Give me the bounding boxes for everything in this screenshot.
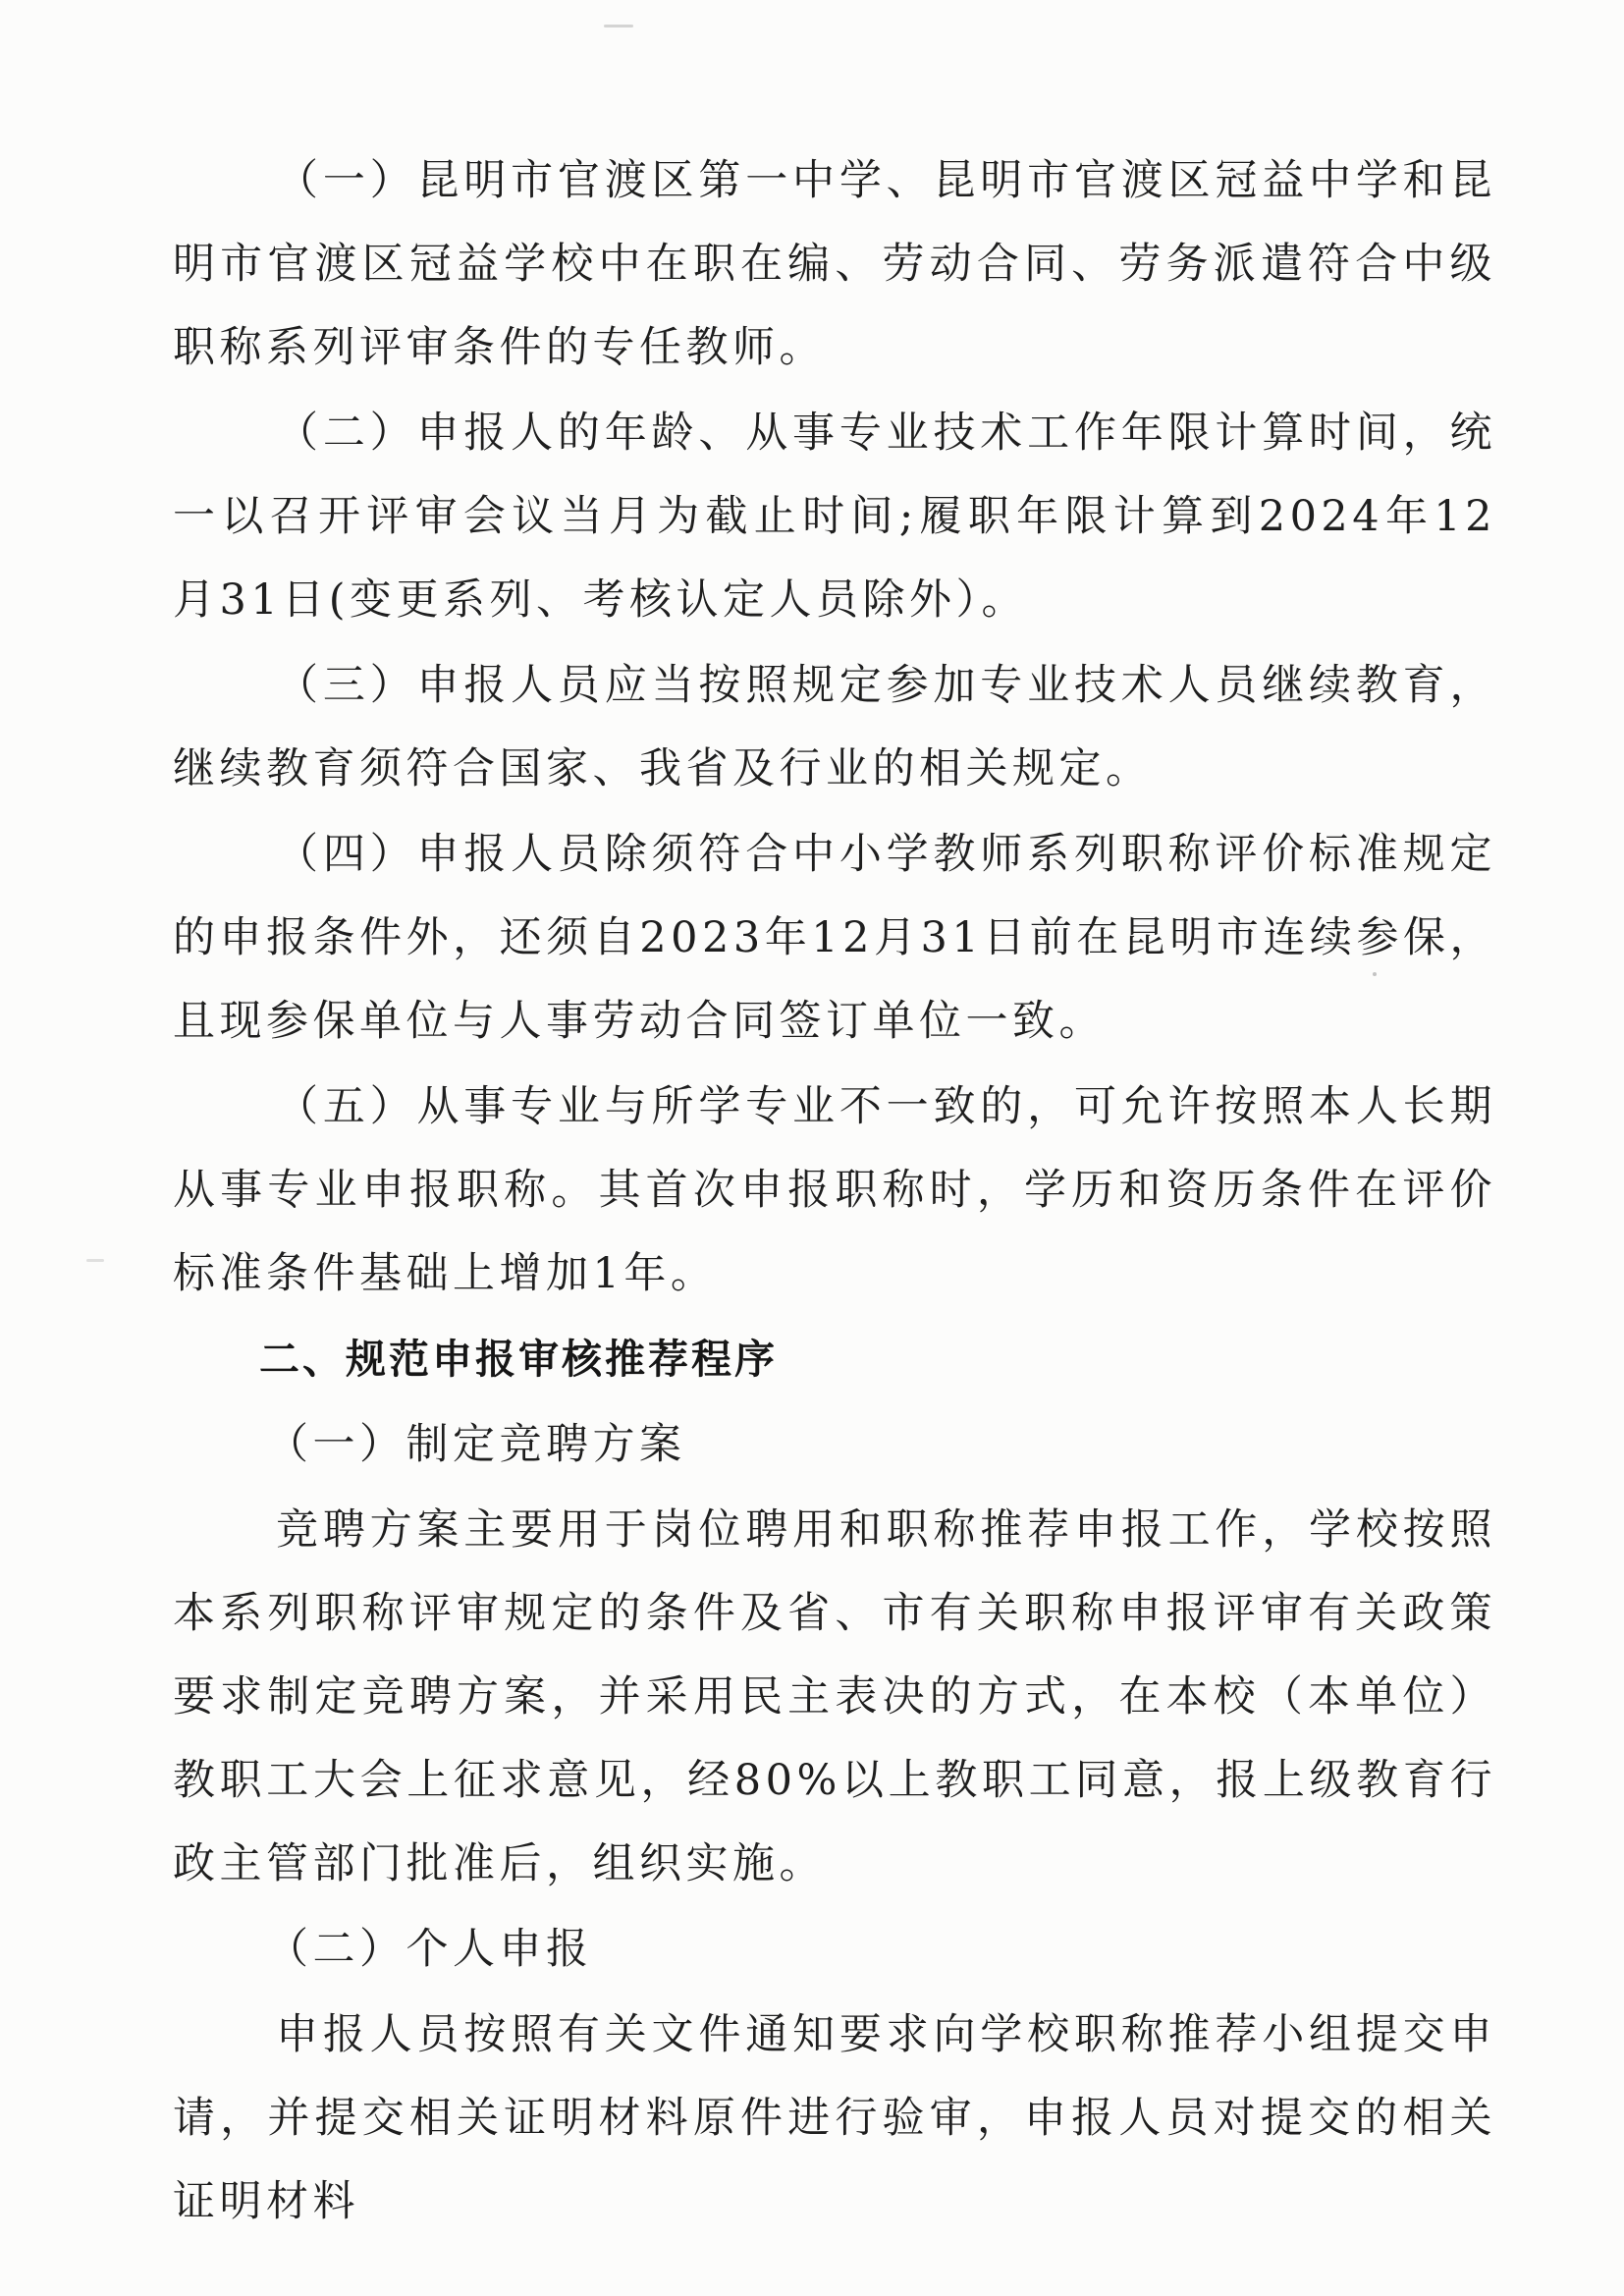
subsection-heading-application: （二）个人申报 xyxy=(266,1925,593,1974)
paragraph-condition-3: （三）申报人员应当按照规定参加专业技术人员继续教育，继续教育须符合国家、我省及行业的相关规定。 xyxy=(173,661,1496,793)
paragraph-condition-2: （二）申报人的年龄、从事专业技术工作年限计算时间，统一以召开评审会议当月为截止时间;履职年限计算到2024年12月31日(变更系列、考核认定人员除外）。 xyxy=(173,409,1496,625)
paragraph-condition-4: （四）申报人员除须符合中小学教师系列职称评价标准规定的申报条件外，还须自2023年12月31日前在昆明市连续参保，且现参保单位与人事劳动合同签订单位一致。 xyxy=(173,830,1496,1046)
paragraph-condition-1: （一）昆明市官渡区第一中学、昆明市官渡区冠益中学和昆明市官渡区冠益学校中在职在编、劳动合同、劳务派遣符合中级职称系列评审条件的专任教师。 xyxy=(173,156,1496,372)
section-heading: 二、规范申报审核推荐程序 xyxy=(259,1336,778,1383)
scan-speck xyxy=(86,1259,104,1262)
paragraph-application: 申报人员按照有关文件通知要求向学校职称推荐小组提交申请，并提交相关证明材料原件进行验审，申报人员对提交的相关证明材料 xyxy=(173,2010,1496,2226)
subsection-heading-plan: （一）制定竞聘方案 xyxy=(266,1420,686,1469)
scan-speck xyxy=(604,25,633,27)
paragraph-condition-5: （五）从事专业与所学专业不一致的，可允许按照本人长期从事专业申报职称。其首次申报职称时，学历和资历条件在评价标准条件基础上增加1年。 xyxy=(173,1082,1496,1298)
document-body xyxy=(173,139,1496,2244)
paragraph-plan: 竞聘方案主要用于岗位聘用和职称推荐申报工作，学校按照本系列职称评审规定的条件及省、市有关职称申报评审有关政策要求制定竞聘方案，并采用民主表决的方式，在本校（本单位）教职工大会上征求意见，经80%以上教职工同意，报上级教育行政主管部门批准后，组织实施。 xyxy=(173,1505,1496,1888)
